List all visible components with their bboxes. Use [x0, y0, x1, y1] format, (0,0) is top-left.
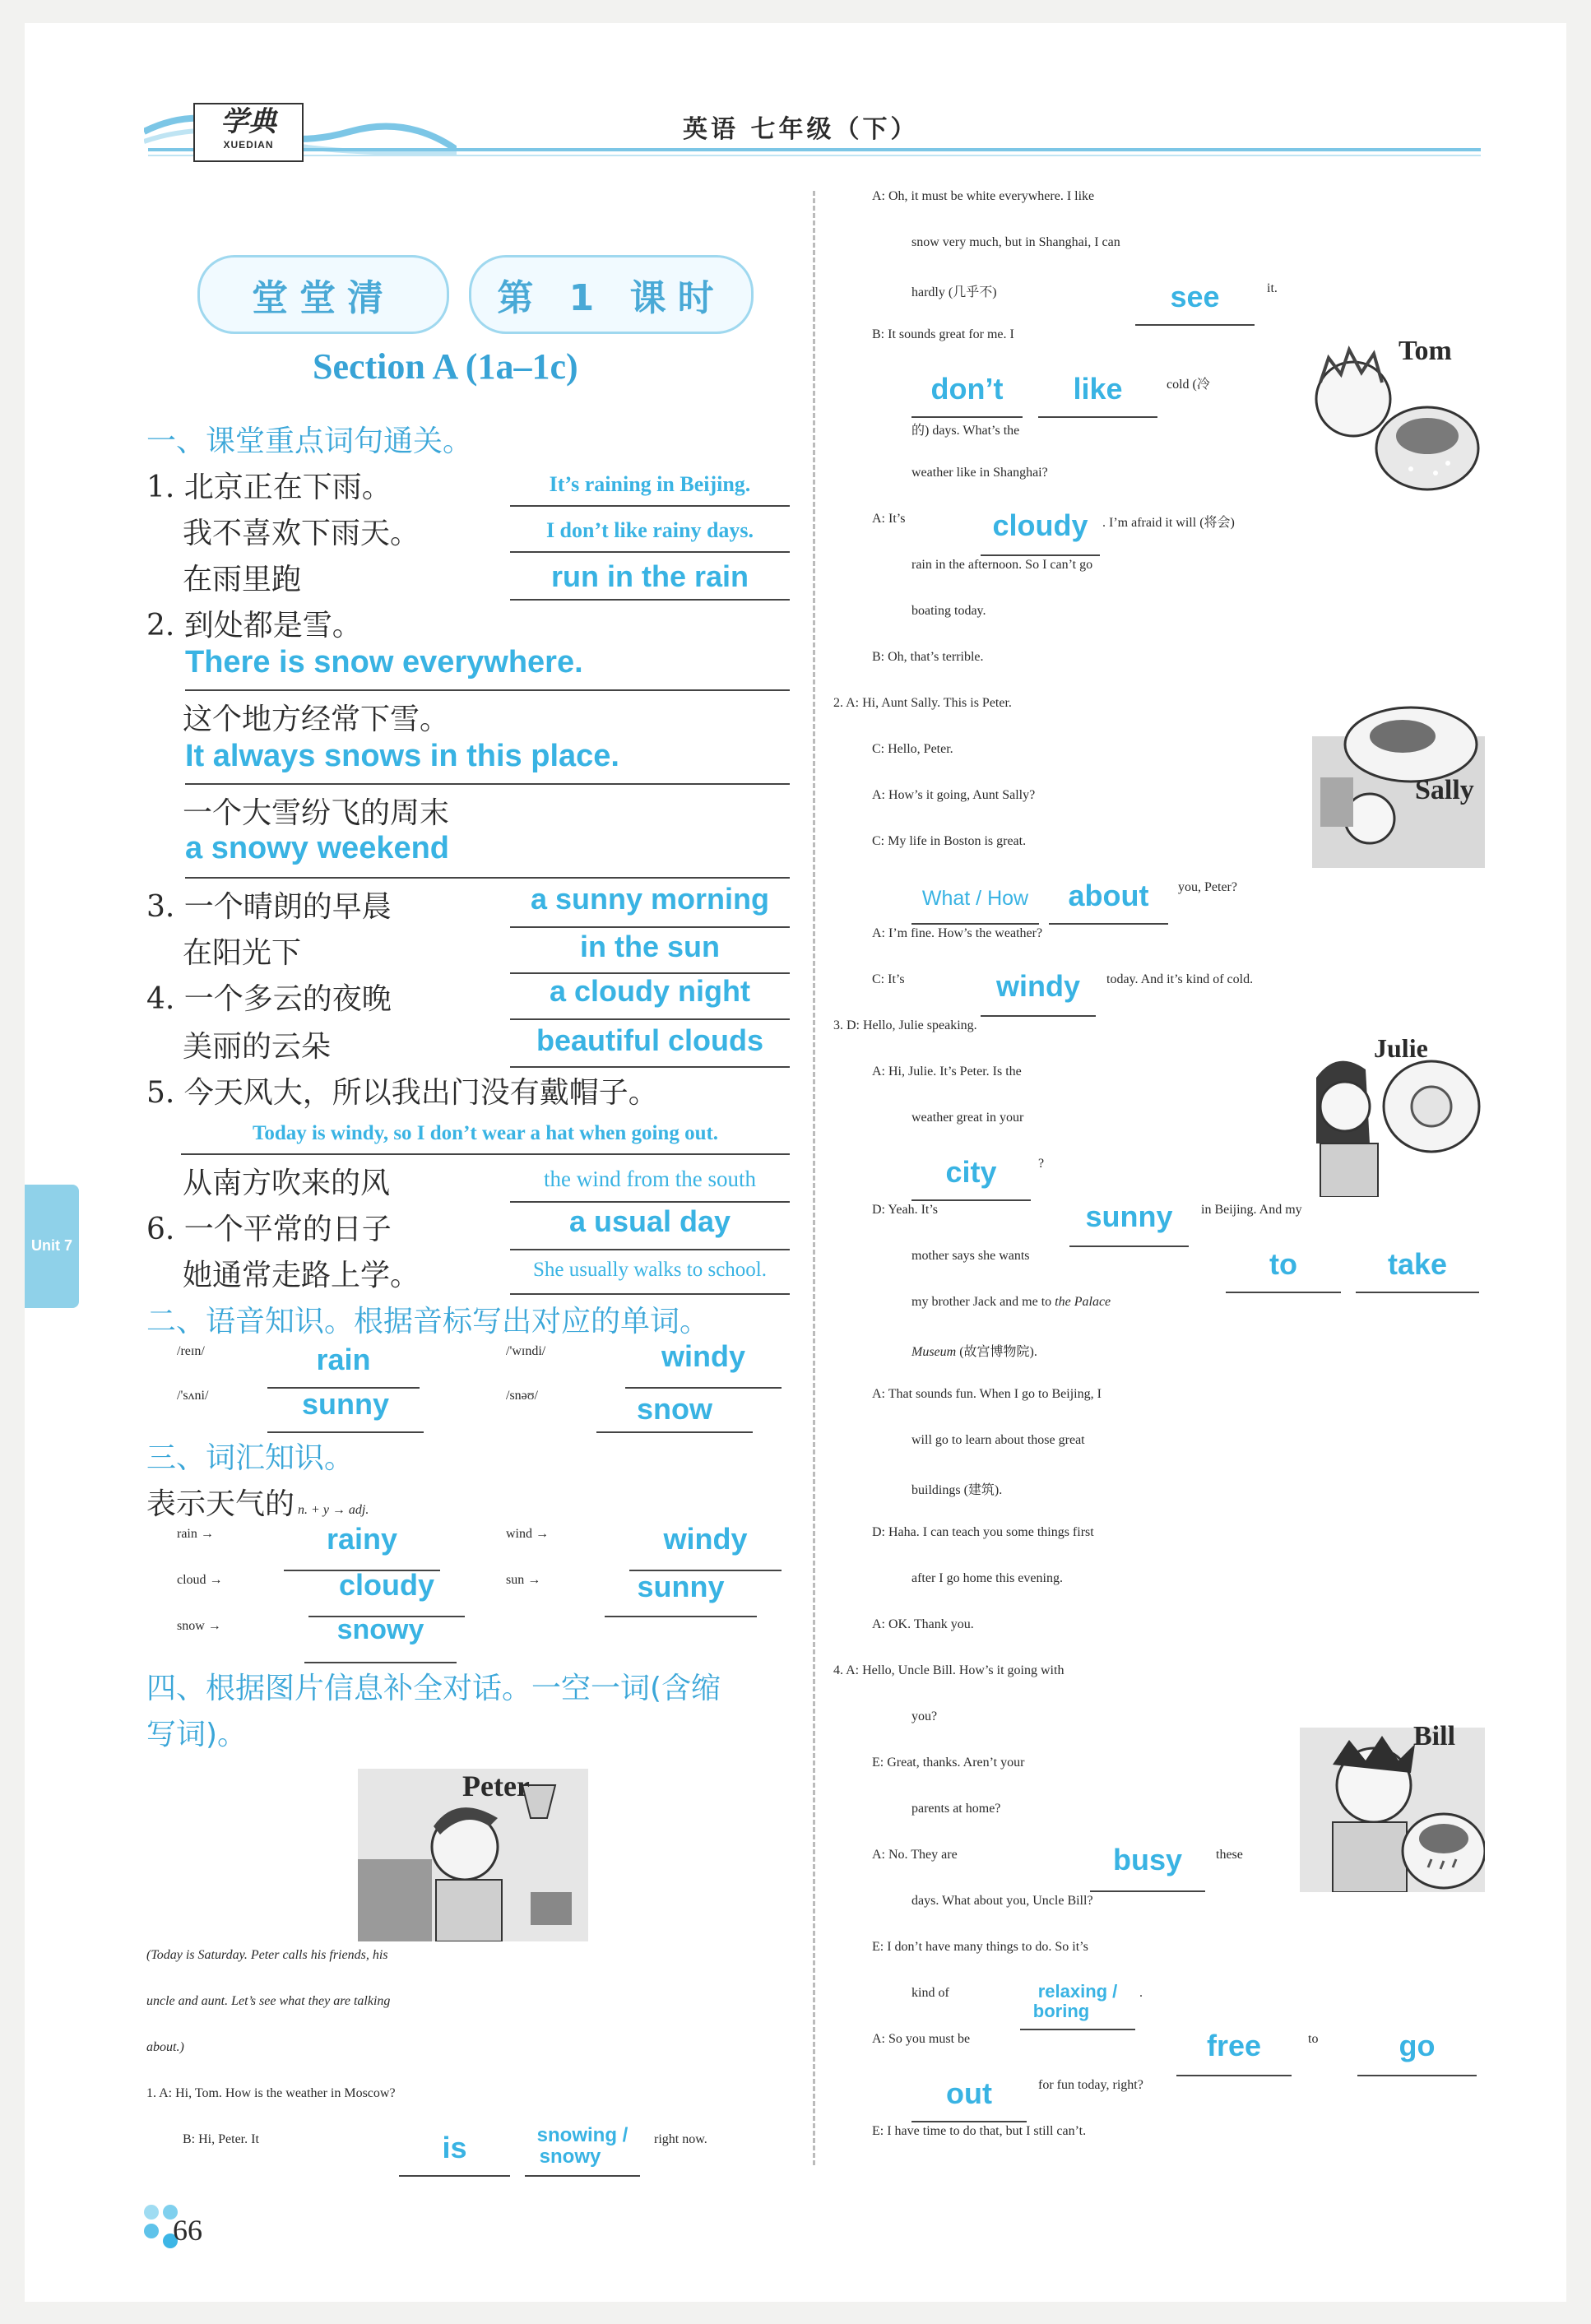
r-line-22-suffix: ? [1038, 1157, 1045, 1171]
r-line-30: D: Haha. I can teach you some things first [872, 1525, 1094, 1539]
r-line-1: A: Oh, it must be white everywhere. I like [872, 189, 1095, 203]
r-line-26-italic: Museum [911, 1345, 957, 1359]
r-line-20: A: Hi, Julie. It’s Peter. Is the [872, 1065, 1022, 1079]
header-rule [148, 148, 1481, 151]
phonetic-1: /reɪn/ [177, 1344, 205, 1358]
r-line-29: buildings (建筑). [911, 1483, 1003, 1497]
q6-2-prompt: 她通常走路上学。 [183, 1259, 420, 1292]
r-line-16-suffix: you, Peter? [1178, 880, 1237, 894]
q6-1-answer: a usual day [568, 1204, 731, 1238]
q2-1-prompt: 2. 到处都是雪。 [146, 609, 362, 642]
r-answer-see: see [1170, 280, 1220, 313]
r-line-15: C: My life in Boston is great. [872, 834, 1027, 848]
r-answer-city: city [945, 1155, 997, 1189]
r-line-23-suffix: in Beijing. And my [1201, 1203, 1302, 1217]
r-line-18-prefix: C: It’s [872, 972, 905, 986]
vocab-3: cloud → [177, 1573, 223, 1587]
r-line-35: E: Great, thanks. Aren’t your [872, 1756, 1025, 1770]
r-line-40-suffix: . [1139, 1986, 1143, 2000]
heading-4-cont: 写词)。 [146, 1718, 248, 1751]
r-line-10: boating today. [911, 604, 986, 618]
dialog1-answer-1: is [442, 2131, 467, 2164]
q3-2-prompt: 在阳光下 [183, 936, 302, 970]
r-line-38: days. What about you, Uncle Bill? [911, 1894, 1093, 1908]
q5-1-prompt: 5. 今天风大，所以我出门没有戴帽子。 [146, 1076, 658, 1110]
vocab-2: wind → [506, 1527, 549, 1541]
r-answer-dont: don’t [930, 372, 1004, 406]
bill-label: Bill [1413, 1721, 1456, 1751]
peter-label: Peter [462, 1770, 530, 1802]
r-answer-boring: boring [1032, 2001, 1090, 2021]
r-answer-free: free [1206, 2029, 1262, 2062]
intro-line-1: (Today is Saturday. Peter calls his friends, his [146, 1948, 388, 1962]
intro-line-3: about.) [146, 2040, 184, 2054]
julie-label: Julie [1374, 1033, 1428, 1063]
q1-1-answer: It’s raining in Beijing. [549, 472, 751, 496]
phonetic-2-answer: windy [661, 1339, 745, 1373]
vocab-3-answer: cloudy [338, 1568, 434, 1602]
r-answer-go: go [1399, 2029, 1436, 2062]
r-line-7: weather like in Shanghai? [911, 466, 1048, 480]
vocab-4-answer: sunny [637, 1570, 725, 1603]
q1-2-answer: I don’t like rainy days. [545, 518, 754, 542]
bill-rain-illustration [1300, 1728, 1485, 1892]
r-line-40-prefix: kind of [911, 1986, 949, 2000]
q6-1-prompt: 6. 一个平常的日子 [146, 1213, 392, 1246]
heading-1: 一、课堂重点词句通关。 [146, 424, 473, 458]
q5-2-prompt: 从南方吹来的风 [183, 1167, 391, 1200]
r-line-2: snow very much, but in Shanghai, I can [911, 235, 1120, 249]
heading-4: 四、根据图片信息补全对话。一空一词(含缩 [146, 1672, 721, 1705]
tom-snow-illustration [1304, 333, 1485, 498]
phonetic-2: /'wɪndi/ [506, 1344, 546, 1358]
r-line-23-prefix: D: Yeah. It’s [872, 1203, 939, 1217]
logo-subtext: XUEDIAN [223, 139, 274, 151]
r-line-42-suffix: for fun today, right? [1038, 2078, 1143, 2092]
q1-1-prompt: 1. 北京正在下雨。 [146, 471, 392, 504]
r-line-26-suffix: (故宫博物院). [959, 1345, 1037, 1359]
q1-3-answer: run in the rain [550, 559, 749, 593]
q4-1-prompt: 4. 一个多云的夜晚 [146, 982, 392, 1016]
q6-2-answer: She usually walks to school. [532, 1259, 767, 1281]
r-answer-to: to [1269, 1247, 1297, 1281]
vocab-5-answer: snowy [336, 1614, 424, 1645]
heading-3: 三、词汇知识。 [146, 1441, 355, 1475]
r-line-36: parents at home? [911, 1802, 1001, 1816]
r-line-21: weather great in your [911, 1111, 1024, 1125]
q4-2-answer: beautiful clouds [536, 1023, 763, 1057]
r-line-6: 的) days. What’s the [911, 424, 1020, 438]
r-line-14: A: How’s it going, Aunt Sally? [872, 788, 1036, 802]
dialog1-line2-prefix: B: Hi, Peter. It [183, 2132, 259, 2146]
banner-right: 第 1 课时 [469, 255, 754, 334]
lesson-banner [197, 255, 749, 334]
phonetic-4: /snəʊ/ [506, 1389, 538, 1403]
q1-2-prompt: 我不喜欢下雨天。 [183, 517, 420, 550]
q3-1-answer: a sunny morning [530, 882, 770, 916]
column-divider [813, 191, 815, 2165]
q2-2-answer: It always snows in this place. [185, 739, 619, 773]
r-line-43: E: I have time to do that, but I still can’t. [872, 2124, 1087, 2138]
q4-1-answer: a cloudy night [549, 974, 750, 1008]
r-line-37-prefix: A: No. They are [872, 1848, 958, 1862]
r-line-18-suffix: today. And it’s kind of cold. [1106, 972, 1254, 986]
q2-1-answer: There is snow everywhere. [185, 645, 583, 680]
book-title: 英语 七年级（下） [683, 115, 919, 144]
r-answer-about: about [1068, 879, 1149, 912]
vocab-5: snow → [177, 1619, 221, 1633]
phonetic-3-answer: sunny [301, 1387, 389, 1421]
vocab-4: sun → [506, 1573, 541, 1587]
publisher-logo [193, 103, 304, 162]
vocab-1: rain → [177, 1527, 214, 1541]
tom-label: Tom [1399, 336, 1452, 366]
r-line-17: A: I’m fine. How’s the weather? [872, 926, 1043, 940]
banner-left: 堂堂清 [197, 255, 449, 334]
r-line-37-suffix: these [1216, 1848, 1243, 1862]
r-line-32: A: OK. Thank you. [872, 1617, 974, 1631]
r-line-25-prefix: my brother Jack and me to [911, 1295, 1052, 1309]
phonetic-3: /'sʌni/ [177, 1389, 209, 1403]
r-line-8-suffix: . I’m afraid it will (将会) [1102, 516, 1235, 530]
logo-text: 学典 [220, 105, 276, 138]
r-line-3-prefix: hardly (几乎不) [911, 285, 997, 299]
r-answer-what-how: What / How [921, 887, 1029, 910]
header-rule-light [148, 155, 1481, 156]
r-line-4: B: It sounds great for me. I [872, 327, 1014, 341]
q3-2-answer: in the sun [580, 930, 720, 963]
r-answer-sunny: sunny [1085, 1199, 1173, 1233]
r-line-8-prefix: A: It’s [872, 512, 906, 526]
r-line-24-prefix: mother says she wants [911, 1249, 1030, 1263]
r-answer-windy: windy [995, 969, 1080, 1003]
phonetic-4-answer: snow [636, 1392, 712, 1426]
r-line-9: rain in the afternoon. So I can’t go [911, 558, 1093, 572]
rule-cn: 表示天气的 [146, 1487, 295, 1521]
vocab-2-answer: windy [663, 1522, 748, 1556]
sally-label: Sally [1415, 775, 1474, 805]
r-line-34: you? [911, 1709, 938, 1723]
r-line-5-suffix: cold (冷 [1167, 378, 1210, 392]
r-answer-out: out [946, 2076, 992, 2110]
dialog1-answer-2b: snowy [539, 2145, 601, 2168]
vocab-1-answer: rainy [326, 1522, 398, 1556]
r-line-13: C: Hello, Peter. [872, 742, 953, 756]
r-line-19: 3. D: Hello, Julie speaking. [833, 1018, 977, 1032]
r-line-41-mid: to [1308, 2032, 1319, 2046]
r-line-11: B: Oh, that’s terrible. [872, 650, 984, 664]
heading-2: 二、语音知识。根据音标写出对应的单词。 [146, 1305, 710, 1338]
unit-side-tab [25, 1185, 79, 1308]
r-line-25-italic: the Palace [1055, 1295, 1111, 1309]
q2-3-answer: a snowy weekend [185, 831, 450, 865]
r-answer-cloudy: cloudy [992, 508, 1088, 542]
phonetic-1-answer: rain [316, 1343, 371, 1376]
q1-3-prompt: 在雨里跑 [183, 563, 302, 596]
r-line-28: will go to learn about those great [911, 1433, 1085, 1447]
q5-1-answer: Today is windy, so I don’t wear a hat when going out. [252, 1122, 719, 1144]
r-line-31: after I go home this evening. [911, 1571, 1063, 1585]
dialog1-line2-suffix: right now. [654, 2132, 707, 2146]
unit-label: Unit 7 [31, 1237, 73, 1254]
section-title: Section A (1a–1c) [313, 346, 578, 387]
r-answer-take: take [1387, 1247, 1448, 1281]
r-line-3-suffix: it. [1267, 281, 1278, 295]
rule-formula: n. + y → adj. [298, 1503, 369, 1517]
r-answer-relaxing: relaxing / [1037, 1981, 1118, 2002]
intro-line-2: uncle and aunt. Let’s see what they are talking [146, 1994, 391, 2008]
r-answer-like: like [1073, 372, 1123, 406]
q5-2-answer: the wind from the south [544, 1167, 756, 1191]
dialog1-line1: 1. A: Hi, Tom. How is the weather in Moscow? [146, 2086, 396, 2100]
r-line-39: E: I don’t have many things to do. So it’s [872, 1940, 1088, 1954]
r-line-41-prefix: A: So you must be [872, 2032, 971, 2046]
julie-sun-illustration [1300, 1045, 1485, 1197]
r-answer-busy: busy [1112, 1843, 1183, 1876]
r-line-33: 4. A: Hello, Uncle Bill. How’s it going with [833, 1663, 1065, 1677]
r-line-27: A: That sounds fun. When I go to Beijing, I [872, 1387, 1102, 1401]
q4-2-prompt: 美丽的云朵 [183, 1030, 332, 1064]
q2-2-prompt: 这个地方经常下雪。 [183, 703, 450, 736]
r-line-12: 2. A: Hi, Aunt Sally. This is Peter. [833, 696, 1012, 710]
q2-3-prompt: 一个大雪纷飞的周末 [183, 796, 450, 830]
page-number: 66 [173, 2214, 202, 2247]
q3-1-prompt: 3. 一个晴朗的早晨 [146, 890, 392, 924]
dialog1-answer-2a: snowing / [536, 2124, 629, 2146]
